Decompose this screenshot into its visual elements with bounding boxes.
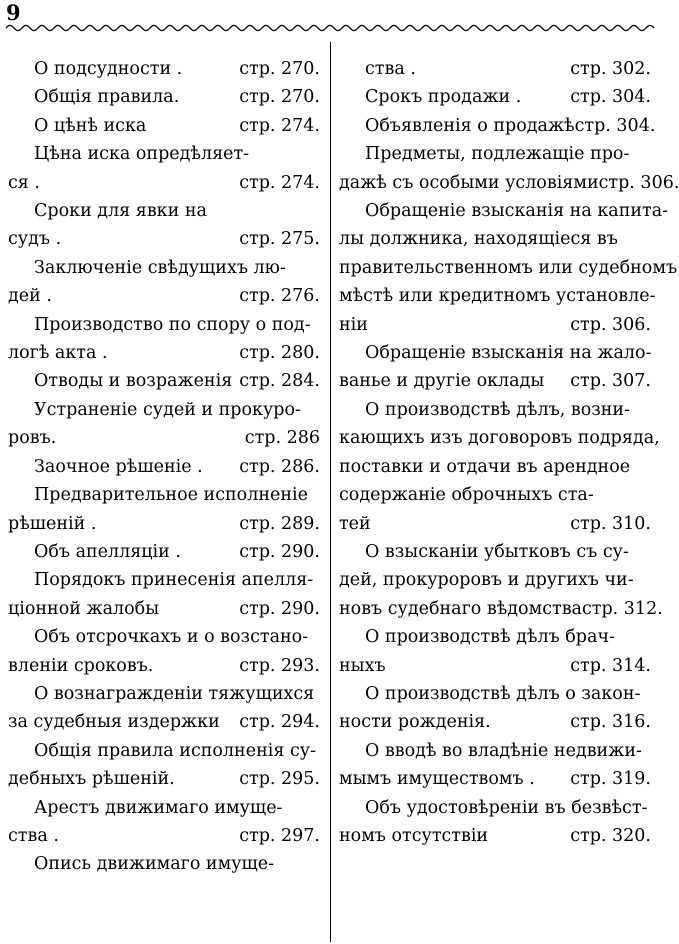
entry-text: правительственномъ или судебномъ: [339, 257, 678, 278]
entry-line: [339, 254, 678, 282]
entry-text: за судебныя издержки: [8, 712, 220, 733]
entry-text: поставки и отдачи въ арендное: [339, 456, 631, 477]
entry-text: О производствѣ дѣлъ о закон-: [365, 683, 641, 704]
entry-text: номъ отсутствiи: [339, 825, 489, 846]
index-entry: [8, 55, 320, 83]
entry-line: [339, 595, 663, 623]
entry-text: Заключенiе свѣдущихъ лю-: [34, 257, 286, 278]
page-ref: стр. 319.: [570, 769, 651, 790]
entry-text: ровъ.: [8, 428, 57, 449]
entry-line: [8, 595, 320, 623]
entry-line: [339, 538, 651, 566]
entry-line: [8, 566, 320, 594]
page-ref: стр. 306.: [570, 314, 651, 335]
index-entry: [339, 794, 651, 851]
entry-text: ныхъ: [339, 655, 386, 676]
header-wavy-rule: [6, 20, 650, 36]
entry-line: [339, 453, 651, 481]
page-ref: стр. 307.: [570, 371, 651, 392]
entry-text: дебныхъ рѣшенiй.: [8, 769, 175, 790]
entry-text: Производство по спору о под-: [34, 314, 311, 335]
entry-text: ности рожденiя.: [339, 712, 491, 733]
entry-line: [8, 169, 320, 197]
page-ref: стр. 310.: [570, 513, 651, 534]
index-entry: [8, 112, 320, 140]
entry-line: [339, 680, 651, 708]
entry-line: [8, 822, 320, 850]
index-entry: [8, 311, 320, 368]
entry-text: Общiя правила.: [34, 87, 180, 108]
entry-line: [339, 169, 679, 197]
index-entry: [339, 538, 663, 623]
entry-line: [8, 140, 320, 168]
entry-line: [339, 83, 651, 111]
entry-text: мѣстѣ или кредитномъ установле-: [339, 286, 656, 307]
page-ref: стр. 320.: [570, 825, 651, 846]
entry-text: Арестъ движимаго имуще-: [34, 797, 283, 818]
page-ref: стр. 286: [244, 428, 320, 449]
index-entry: [8, 197, 320, 254]
entry-text: О производствѣ дѣлъ, возни-: [365, 399, 631, 420]
page-ref: стр. 275.: [239, 229, 320, 250]
entry-text: ванье и другiе оклады: [339, 371, 545, 392]
index-entry: [339, 112, 656, 140]
entry-text: О вознагражденiи тяжущихся: [34, 683, 315, 704]
index-entry: [8, 83, 320, 111]
entry-line: [8, 708, 320, 736]
entry-text: О взысканiи убытковъ съ су-: [365, 541, 629, 562]
index-entry: [339, 197, 678, 339]
entry-line: [8, 254, 320, 282]
entry-text: Объ отсрочкахъ и о возстано-: [34, 627, 309, 648]
entry-text: О подсудности .: [34, 59, 183, 79]
entry-line: [339, 424, 660, 452]
page-ref: стр. 290.: [239, 598, 320, 619]
entry-text: дажѣ съ особыми условiями: [339, 172, 599, 193]
page-ref: стр. 312.: [581, 598, 663, 619]
page-ref: стр. 289.: [239, 513, 320, 534]
entry-text: Предварительное исполненiе: [34, 485, 308, 506]
entry-line: [339, 652, 651, 680]
entry-text: Объ удостовѣренiи въ безвѣст-: [365, 797, 648, 818]
entry-text: ся .: [8, 172, 40, 193]
left-column: [8, 55, 320, 879]
index-entry: [339, 680, 651, 737]
index-entry: [8, 680, 320, 737]
entry-line: [8, 794, 320, 822]
entry-text: Объявленiя о продажѣ: [365, 115, 575, 136]
index-entry: [8, 794, 320, 851]
index-entry: [8, 737, 320, 794]
entry-text: дей .: [8, 286, 52, 307]
entry-text: тей: [339, 513, 371, 534]
entry-text: ства .: [365, 59, 416, 79]
entry-line: [339, 396, 651, 424]
entry-line: [8, 225, 320, 253]
index-entry: [8, 481, 320, 538]
entry-text: Отводы и возраженiя: [34, 371, 233, 392]
entry-text: нiи: [339, 314, 368, 335]
entry-text: Предметы, подлежащiе про-: [365, 144, 630, 165]
page-ref: стр. 286.: [239, 456, 320, 477]
entry-line: [8, 765, 320, 793]
entry-line: [339, 794, 651, 822]
entry-line: [339, 197, 669, 225]
entry-text: кающихъ изъ договоровъ подряда,: [339, 428, 660, 449]
entry-text: Общiя правила исполненiя су-: [34, 740, 316, 761]
entry-line: [339, 55, 651, 83]
entry-text: новъ судебнаго вѣдомства: [339, 598, 582, 619]
index-entry: [339, 140, 679, 197]
index-entry: [8, 453, 320, 481]
index-entry: [339, 623, 651, 680]
entry-line: [8, 623, 320, 651]
entry-line: [339, 112, 656, 140]
entry-text: логѣ акта .: [8, 343, 108, 364]
index-entry: [339, 339, 651, 396]
entry-line: [339, 282, 656, 310]
entry-line: [8, 396, 320, 424]
page-ref: стр. 290.: [239, 541, 320, 562]
entry-line: [8, 680, 320, 708]
page-ref: стр. 276.: [239, 286, 320, 307]
entry-text: цiонной жалобы: [8, 598, 160, 619]
index-entry: [8, 254, 320, 311]
entry-text: Заочное рѣшенiе .: [34, 456, 203, 477]
entry-text: дей, прокуроровъ и другихъ чи-: [339, 570, 634, 591]
page-ref: стр. 295.: [239, 769, 320, 790]
entry-line: [339, 737, 651, 765]
entry-text: содержанiе оброчныхъ ста-: [339, 485, 594, 506]
index-entry: [8, 566, 320, 623]
entry-line: [8, 282, 320, 310]
entry-line: [8, 737, 320, 765]
page-ref: стр. 302.: [570, 59, 651, 79]
entry-text: Опись движимаго имуще-: [34, 854, 275, 875]
entry-text: Срокъ продажи .: [365, 87, 522, 108]
page-ref: стр. 284.: [239, 371, 320, 392]
page-ref: стр. 306.: [598, 172, 679, 193]
entry-text: рѣшенiй .: [8, 513, 97, 534]
entry-line: [339, 822, 651, 850]
entry-line: [339, 367, 651, 395]
page-ref: стр. 304.: [574, 115, 656, 136]
entry-line: [339, 566, 651, 594]
entry-text: мымъ имуществомъ .: [339, 769, 535, 790]
page-ref: стр. 274.: [239, 172, 320, 193]
entry-line: [339, 140, 651, 168]
entry-text: судъ .: [8, 229, 62, 250]
entry-line: [8, 311, 320, 339]
entry-line: [8, 112, 320, 140]
page-ref: стр. 314.: [570, 655, 651, 676]
entry-text: Обращенiе взысканiя на жало-: [365, 343, 652, 364]
entry-text: О производствѣ дѣлъ брач-: [365, 627, 615, 648]
index-entry: [8, 850, 320, 878]
page-ref: стр. 297.: [239, 825, 320, 846]
entry-line: [8, 850, 320, 878]
entry-text: ства .: [8, 825, 59, 846]
index-entry: [339, 737, 651, 794]
index-entry: [8, 623, 320, 680]
page-ref: стр. 270.: [239, 87, 320, 108]
index-entry: [8, 140, 320, 197]
index-entry: [8, 538, 320, 566]
page-ref: стр. 280.: [239, 343, 320, 364]
page-number: 9: [6, 0, 21, 25]
entry-line: [8, 339, 320, 367]
column-divider: [330, 42, 331, 942]
entry-text: Порядокъ принесенiя апелля-: [34, 570, 314, 591]
entry-line: [8, 55, 320, 83]
entry-line: [8, 652, 320, 680]
index-entry: [339, 396, 660, 538]
entry-text: лы должника, находящiеся въ: [339, 229, 618, 250]
entry-line: [339, 481, 651, 509]
page-ref: стр. 304.: [570, 87, 651, 108]
entry-line: [8, 510, 320, 538]
entry-line: [8, 538, 320, 566]
right-column: [339, 55, 679, 850]
entry-text: Сроки для явки на: [34, 201, 207, 222]
entry-line: [8, 481, 320, 509]
entry-line: [8, 424, 320, 452]
entry-text: Цѣна иска опредѣляет-: [34, 144, 250, 165]
entry-text: О вводѣ во владѣнiе недвижи-: [365, 740, 642, 761]
page-ref: стр. 293.: [239, 655, 320, 676]
entry-line: [8, 197, 320, 225]
index-entry: [8, 367, 320, 395]
page-ref: стр. 316.: [570, 712, 651, 733]
entry-text: Устраненiе судей и прокуро-: [34, 399, 301, 420]
entry-text: вленiи сроковъ.: [8, 655, 154, 676]
page-ref: стр. 294.: [239, 712, 320, 733]
page-ref: стр. 274.: [239, 115, 320, 136]
entry-line: [339, 311, 651, 339]
index-entry: [339, 55, 651, 83]
entry-text: Обращенiе взысканiя на капита-: [365, 201, 669, 222]
entry-text: Объ апелляцiи .: [34, 541, 181, 562]
page-ref: стр. 270.: [239, 59, 320, 79]
entry-text: О цѣнѣ иска: [34, 115, 147, 136]
entry-line: [339, 225, 651, 253]
entry-line: [339, 708, 651, 736]
entry-line: [8, 453, 320, 481]
entry-line: [8, 367, 320, 395]
entry-line: [8, 83, 320, 111]
entry-line: [339, 339, 651, 367]
entry-line: [339, 623, 651, 651]
index-entry: [8, 396, 320, 453]
entry-line: [339, 510, 651, 538]
entry-line: [339, 765, 651, 793]
index-entry: [339, 83, 651, 111]
